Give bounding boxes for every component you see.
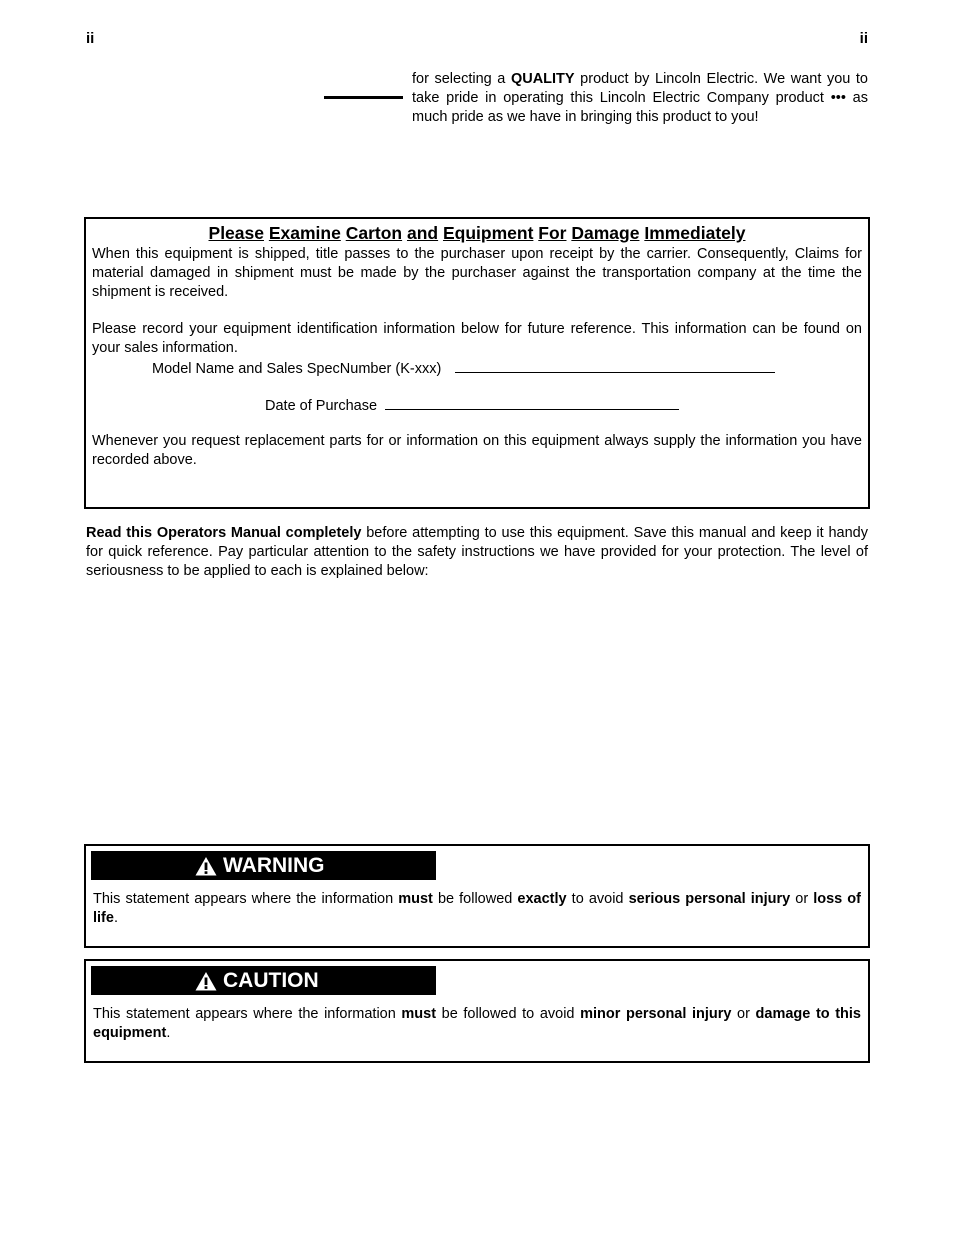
title-word: Carton: [345, 223, 403, 243]
intro-paragraph: [412, 70, 868, 127]
warning-triangle-icon: [195, 856, 217, 876]
warning-box: [84, 844, 870, 948]
date-of-purchase-label: Date of Purchase: [265, 398, 378, 414]
date-of-purchase-field: [265, 395, 679, 416]
record-info-paragraph: Please record your equipment identification information below for future reference. This information can be found on your sales information.: [92, 321, 862, 356]
replacement-parts-paragraph: Whenever you request replacement parts for or information on this equipment always supply the information you have recorded above.: [92, 433, 862, 468]
caution-text-part: .: [166, 1025, 171, 1041]
warning-text-bold: exactly: [517, 891, 567, 907]
model-name-label: Model Name and Sales SpecNumber (K-xxx): [152, 361, 442, 377]
shipping-claims-paragraph: When this equipment is shipped, title passes to the purchaser upon receipt by the carrier. Consequently, Claims for material damaged in shipment must be made by the purchaser against the transportation company at the time the shipment is received.: [92, 246, 862, 300]
warning-text: [93, 890, 861, 928]
title-word: Damage: [571, 223, 640, 243]
warning-text-bold: serious personal injury: [628, 891, 791, 907]
warning-label: WARNING: [223, 854, 325, 877]
title-word: and: [406, 223, 439, 243]
intro-rule-line: [324, 96, 403, 99]
caution-text-part: This statement appears where the information: [93, 1006, 402, 1022]
intro-text-2: product by Lincoln Electric. We want you to take pride in operating this Lincoln Electric Company product ••• as much pride as we have in bringing this product to you!: [412, 71, 868, 125]
warning-text-part: or: [790, 891, 814, 907]
read-manual-paragraph: [86, 524, 868, 581]
title-word: Equipment: [442, 223, 534, 243]
caution-text-bold: must: [401, 1006, 437, 1022]
intro-quality: QUALITY: [510, 71, 575, 87]
read-manual-text: before attempting to use this equipment. Save this manual and keep it handy for quick reference. Pay particular attention to the safety instructions we have provided for your protection. The level of seriousness to be applied to each is explained below:: [86, 525, 868, 579]
caution-label: CAUTION: [223, 969, 319, 992]
date-of-purchase-blank[interactable]: [385, 395, 679, 410]
warning-text-part: to avoid: [566, 891, 629, 907]
caution-banner: [91, 966, 436, 995]
read-manual-bold: Read this Operators Manual completely: [86, 525, 362, 541]
warning-banner: [91, 851, 436, 880]
caution-text-bold: damage to this equipment: [93, 1006, 861, 1041]
warning-text-bold: must: [398, 891, 433, 907]
model-name-field: [152, 358, 775, 379]
caution-text-bold: minor personal injury: [580, 1006, 732, 1022]
title-word: Please: [208, 223, 264, 243]
title-word: Examine: [268, 223, 341, 243]
caution-text: [93, 1005, 861, 1043]
caution-text-part: be followed to avoid: [436, 1006, 581, 1022]
warning-text-part: be followed: [432, 891, 518, 907]
page-number-left: ii: [86, 30, 95, 47]
intro-text-1: for selecting a: [412, 71, 511, 87]
examine-carton-box: [84, 217, 870, 509]
page-number-right: ii: [859, 30, 868, 47]
title-word: Immediately: [644, 223, 746, 243]
caution-box: [84, 959, 870, 1063]
warning-triangle-icon: [195, 971, 217, 991]
warning-text-part: This statement appears where the information: [93, 891, 399, 907]
caution-text-part: or: [731, 1006, 756, 1022]
title-word: For: [538, 223, 567, 243]
warning-text-bold: loss of life: [93, 891, 861, 926]
examine-title: [86, 222, 868, 244]
warning-text-part: .: [113, 910, 118, 926]
model-name-blank[interactable]: [455, 358, 775, 373]
